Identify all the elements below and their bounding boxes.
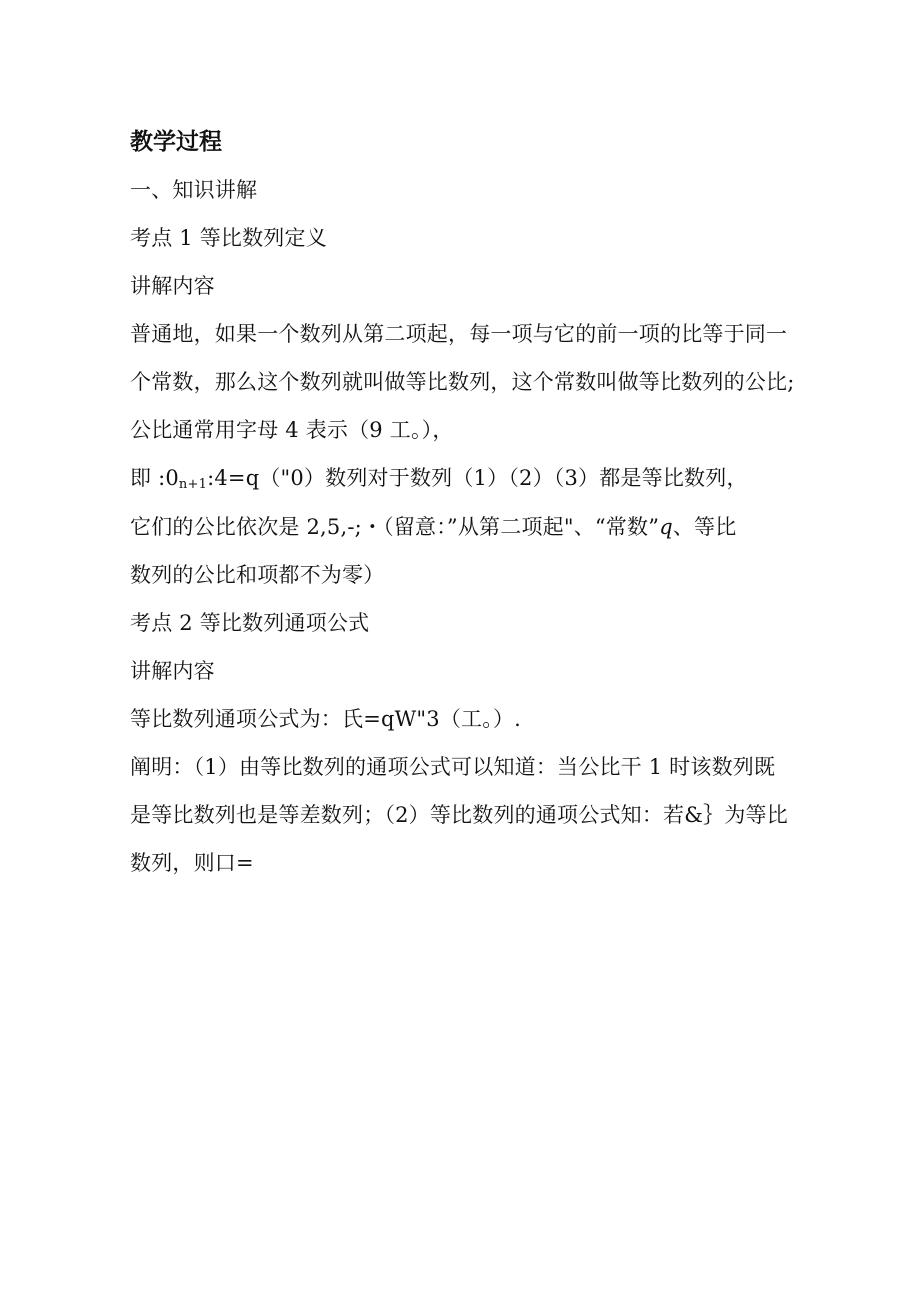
formula-subscript: n+1 <box>178 477 208 492</box>
kaodian1-paragraph-line4 <box>130 466 748 492</box>
kaodian2-paragraph-line1: 等比数列通项公式为：氏=qW"3（工。）. <box>130 707 522 731</box>
kaodian2-label: 讲解内容 <box>130 659 215 683</box>
section-heading: 一、知识讲解 <box>130 178 258 202</box>
ratio-note-end: 、等比 <box>672 515 737 539</box>
kaodian1-paragraph-line2: 个常数，那么这个数列就叫做等比数列，这个常数叫做等比数列的公比; <box>130 370 795 394</box>
kaodian2-paragraph-line2: 阐明：（1）由等比数列的通项公式可以知道：当公比干 1 时该数列既 <box>130 755 776 779</box>
kaodian1-label: 讲解内容 <box>130 274 215 298</box>
ratio-note-text: 它们的公比依次是 2,5,-;・（留意：”从第二项起"、“常数” <box>130 515 660 539</box>
kaodian2-paragraph-line4: 数列，则口= <box>130 851 254 875</box>
kaodian2-heading: 考点 2 等比数列通项公式 <box>130 611 370 635</box>
kaodian1-heading: 考点 1 等比数列定义 <box>130 226 327 250</box>
page-title: 教学过程 <box>130 129 222 155</box>
formula-prefix: 即 :0 <box>130 466 179 490</box>
formula-rest: :4=q（"0）数列对于数列（1）（2）（3）都是等比数列， <box>207 466 748 490</box>
kaodian1-paragraph-line1: 普通地，如果一个数列从第二项起，每一项与它的前一项的比等于同一 <box>130 322 788 346</box>
kaodian1-paragraph-line3: 公比通常用字母 4 表示（9 工。）， <box>130 418 454 442</box>
kaodian1-paragraph-line6: 数列的公比和项都不为零） <box>130 563 385 587</box>
kaodian1-paragraph-line5 <box>130 517 736 538</box>
kaodian2-paragraph-line3: 是等比数列也是等差数列；（2）等比数列的通项公式知：若&｝为等比 <box>130 803 788 827</box>
ratio-symbol: q <box>659 515 673 539</box>
